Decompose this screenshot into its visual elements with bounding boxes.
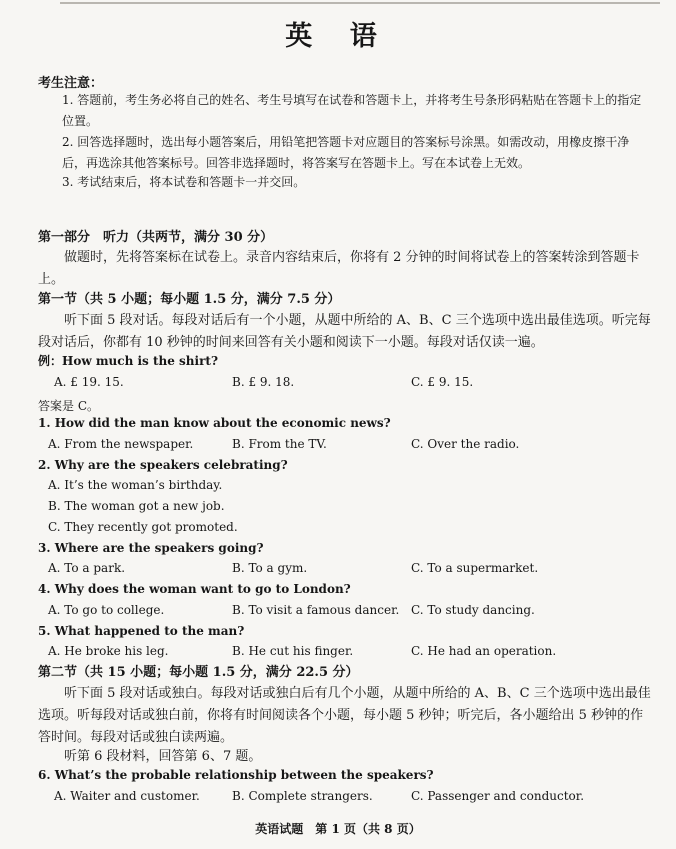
q6-option-b: B. Complete strangers. xyxy=(232,789,373,803)
page-footer: 英语试题 第 1 页（共 8 页） xyxy=(255,822,421,836)
q3-option-a: A. To a park. xyxy=(48,561,126,575)
question-2: 2. Why are the speakers celebrating? xyxy=(38,458,288,472)
section2-material: 听第 6 段材料，回答第 6、7 题。 xyxy=(64,749,262,764)
notice-item-3: 3. 考试结束后，将本试卷和答题卡一并交回。 xyxy=(62,175,306,189)
q2-option-a: A. It’s the woman’s birthday. xyxy=(48,478,223,492)
question-5: 5. What happened to the man? xyxy=(38,624,245,638)
q1-option-b: B. From the TV. xyxy=(232,437,327,451)
q1-option-c: C. Over the radio. xyxy=(411,437,520,451)
notice-heading: 考生注意： xyxy=(38,76,104,91)
q2-option-b: B. The woman got a new job. xyxy=(48,499,225,513)
section1-instructions: 听下面 5 段对话。每段对话后有一个小题，从题中所给的 A、B、C 三个选项中选出最佳选项。听完每段对话后，你都有 10 秒钟的时间来回答有关小题和阅读下一小题。每段对话仅读一遍。 xyxy=(38,313,651,350)
q5-option-b: B. He cut his finger. xyxy=(232,644,354,658)
q6-option-c: C. Passenger and conductor. xyxy=(411,789,585,803)
q4-option-c: C. To study dancing. xyxy=(411,603,535,617)
question-3: 3. Where are the speakers going? xyxy=(38,541,264,555)
q4-option-b: B. To visit a famous dancer. xyxy=(232,603,400,617)
q2-option-c: C. They recently got promoted. xyxy=(48,520,238,534)
section2-heading: 第二节（共 15 小题；每小题 1.5 分，满分 22.5 分） xyxy=(38,665,359,680)
section2-instructions: 听下面 5 段对话或独白。每段对话或独白后有几个小题，从题中所给的 A、B、C 三个选项中选出最佳选项。听每段对话或独白前，你将有时间阅读各个小题，每小题 5 秒钟；听完后，各小题给出 5 秒钟的作答时间。每段对话或独白读两遍。 xyxy=(38,686,651,745)
top-rule xyxy=(60,2,660,4)
section1-heading: 第一节（共 5 小题；每小题 1.5 分，满分 7.5 分） xyxy=(38,292,341,307)
notice-item-1: 1. 答题前，考生务必将自己的姓名、考生号填写在试卷和答题卡上，并将考生号条形码粘贴在答题卡上的指定位置。 xyxy=(62,93,642,128)
q1-option-a: A. From the newspaper. xyxy=(48,437,194,451)
q6-option-a: A. Waiter and customer. xyxy=(54,789,200,803)
q3-option-b: B. To a gym. xyxy=(232,561,308,575)
example-option-c: C. £ 9. 15. xyxy=(411,375,474,389)
question-4: 4. Why does the woman want to go to London? xyxy=(38,582,351,596)
page-title: 英 语 xyxy=(285,21,391,52)
q5-option-a: A. He broke his leg. xyxy=(48,644,169,658)
q4-option-a: A. To go to college. xyxy=(48,603,165,617)
example-option-b: B. £ 9. 18. xyxy=(232,375,295,389)
notice-item-2: 2. 回答选择题时，选出每小题答案后，用铅笔把答题卡对应题目的答案标号涂黑。如需改动，用橡皮擦干净后，再选涂其他答案标号。回答非选择题时，将答案写在答题卡上。写在本试卷上无效。 xyxy=(62,135,630,170)
part1-intro: 做题时，先将答案标在试卷上。录音内容结束后，你将有 2 分钟的时间将试卷上的答案转涂到答题卡上。 xyxy=(38,250,640,287)
q5-option-c: C. He had an operation. xyxy=(411,644,557,658)
part1-heading: 第一部分 听力（共两节，满分 30 分） xyxy=(38,230,274,245)
example-answer: 答案是 C。 xyxy=(38,399,99,413)
question-6: 6. What’s the probable relationship between the speakers? xyxy=(38,768,434,782)
example-question: 例：How much is the shirt? xyxy=(38,354,218,368)
example-option-a: A. £ 19. 15. xyxy=(54,375,124,389)
question-1: 1. How did the man know about the economic news? xyxy=(38,416,391,430)
q3-option-c: C. To a supermarket. xyxy=(411,561,539,575)
